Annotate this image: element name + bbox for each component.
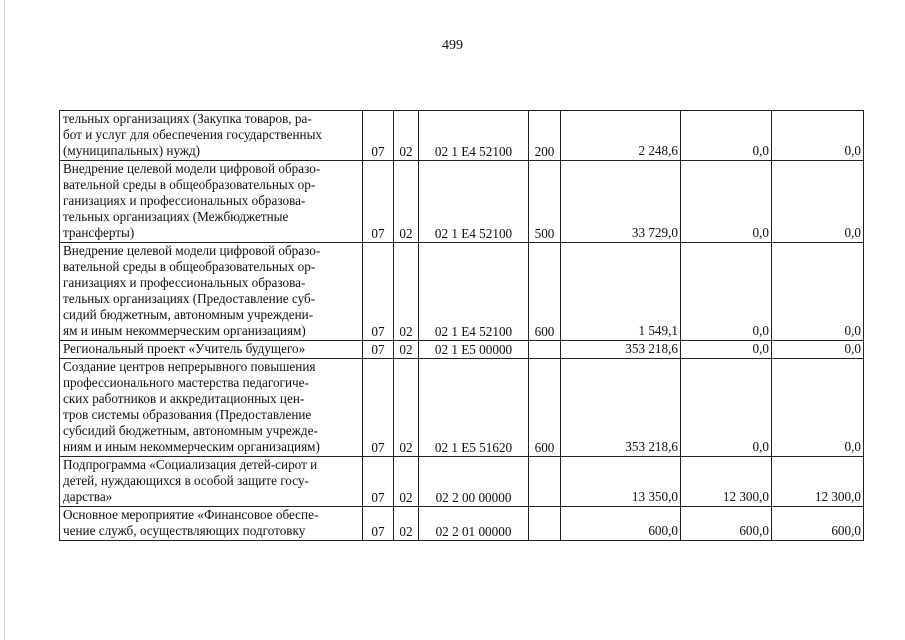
cell-subsection: 02	[394, 457, 419, 507]
cell-subsection: 02	[394, 341, 419, 359]
row-name	[60, 161, 363, 243]
row-name-line: Внедрение целевой модели цифровой образо-	[63, 161, 321, 176]
row-name	[60, 359, 363, 457]
cell-sum-2: 0,0	[681, 359, 772, 457]
cell-subsection: 02	[394, 359, 419, 457]
cell-sum-1: 600,0	[561, 507, 681, 541]
page-number: 499	[442, 38, 463, 53]
cell-sum-3: 600,0	[772, 507, 864, 541]
cell-expense-type	[529, 341, 561, 359]
scan-edge-line	[4, 0, 5, 640]
cell-sum-2: 0,0	[681, 341, 772, 359]
cell-expense-type: 600	[529, 359, 561, 457]
cell-sum-1: 13 350,0	[561, 457, 681, 507]
row-name-line: профессионального мастерства педагогиче-	[63, 375, 309, 390]
cell-expense-type: 500	[529, 161, 561, 243]
row-name-line: (муниципальных) нужд)	[63, 143, 201, 158]
table-row	[60, 507, 864, 541]
row-name-line: тельных организациях (Закупка товаров, ра-	[63, 111, 312, 126]
cell-subsection: 02	[394, 111, 419, 161]
cell-sum-2: 0,0	[681, 111, 772, 161]
cell-expense-type: 600	[529, 243, 561, 341]
cell-target-article: 02 1 E5 51620	[419, 359, 529, 457]
cell-section: 07	[363, 457, 394, 507]
cell-sum-2: 600,0	[681, 507, 772, 541]
row-name-line: сидий бюджетным, автономным учреждени-	[63, 307, 314, 322]
row-name-line: Региональный проект «Учитель будущего»	[63, 341, 306, 356]
table-row	[60, 341, 864, 359]
cell-subsection: 02	[394, 243, 419, 341]
row-name-line: ских работников и аккредитационных цен-	[63, 391, 305, 406]
row-name-line: тельных организациях (Предоставление суб-	[63, 291, 316, 306]
cell-target-article: 02 1 E4 52100	[419, 161, 529, 243]
row-name-line: ганизациях и профессиональных образова-	[63, 275, 306, 290]
cell-section: 07	[363, 161, 394, 243]
cell-target-article: 02 2 01 00000	[419, 507, 529, 541]
table-row	[60, 243, 864, 341]
row-name-line: бот и услуг для обеспечения государственных	[63, 127, 323, 142]
cell-sum-3: 0,0	[772, 161, 864, 243]
row-name-line: вательной среды в общеобразовательных ор-	[63, 259, 316, 274]
row-name	[60, 111, 363, 161]
cell-subsection: 02	[394, 161, 419, 243]
table-row	[60, 161, 864, 243]
table-body	[60, 111, 864, 541]
cell-sum-1: 353 218,6	[561, 341, 681, 359]
cell-section: 07	[363, 507, 394, 541]
cell-sum-3: 12 300,0	[772, 457, 864, 507]
cell-sum-2: 12 300,0	[681, 457, 772, 507]
row-name-line: трансферты)	[63, 225, 135, 240]
table-row	[60, 457, 864, 507]
cell-expense-type	[529, 457, 561, 507]
row-name-line: вательной среды в общеобразовательных ор-	[63, 177, 316, 192]
cell-target-article: 02 1 E4 52100	[419, 111, 529, 161]
cell-sum-1: 33 729,0	[561, 161, 681, 243]
row-name-line: детей, нуждающихся в особой защите госу-	[63, 473, 309, 488]
row-name-line: дарства»	[63, 489, 113, 504]
cell-sum-3: 0,0	[772, 359, 864, 457]
row-name-line: чение служб, осуществляющих подготовку	[63, 523, 306, 538]
table-row	[60, 111, 864, 161]
row-name-line: Внедрение целевой модели цифровой образо-	[63, 243, 321, 258]
row-name-line: ниям и иным некоммерческим организациям)	[63, 439, 320, 454]
cell-target-article: 02 2 00 00000	[419, 457, 529, 507]
cell-section: 07	[363, 243, 394, 341]
table-row	[60, 359, 864, 457]
cell-sum-1: 2 248,6	[561, 111, 681, 161]
row-name	[60, 507, 363, 541]
row-name-line: субсидий бюджетным, автономным учрежде-	[63, 423, 318, 438]
row-name	[60, 243, 363, 341]
cell-target-article: 02 1 E5 00000	[419, 341, 529, 359]
cell-sum-3: 0,0	[772, 341, 864, 359]
cell-sum-1: 1 549,1	[561, 243, 681, 341]
row-name-line: Основное мероприятие «Финансовое обеспе-	[63, 507, 319, 522]
cell-section: 07	[363, 341, 394, 359]
row-name-line: тельных организациях (Межбюджетные	[63, 209, 289, 224]
cell-sum-3: 0,0	[772, 111, 864, 161]
cell-expense-type: 200	[529, 111, 561, 161]
cell-subsection: 02	[394, 507, 419, 541]
row-name	[60, 341, 363, 359]
cell-sum-2: 0,0	[681, 243, 772, 341]
row-name-line: ганизациях и профессиональных образова-	[63, 193, 306, 208]
cell-target-article: 02 1 E4 52100	[419, 243, 529, 341]
cell-sum-2: 0,0	[681, 161, 772, 243]
cell-expense-type	[529, 507, 561, 541]
cell-sum-3: 0,0	[772, 243, 864, 341]
row-name	[60, 457, 363, 507]
row-name-line: Подпрограмма «Социализация детей-сирот и	[63, 457, 318, 472]
cell-section: 07	[363, 111, 394, 161]
row-name-line: ям и иным некоммерческим организациям)	[63, 323, 306, 338]
cell-sum-1: 353 218,6	[561, 359, 681, 457]
row-name-line: Создание центров непрерывного повышения	[63, 359, 316, 374]
row-name-line: тров системы образования (Предоставление	[63, 407, 312, 422]
budget-table	[59, 110, 864, 541]
cell-section: 07	[363, 359, 394, 457]
